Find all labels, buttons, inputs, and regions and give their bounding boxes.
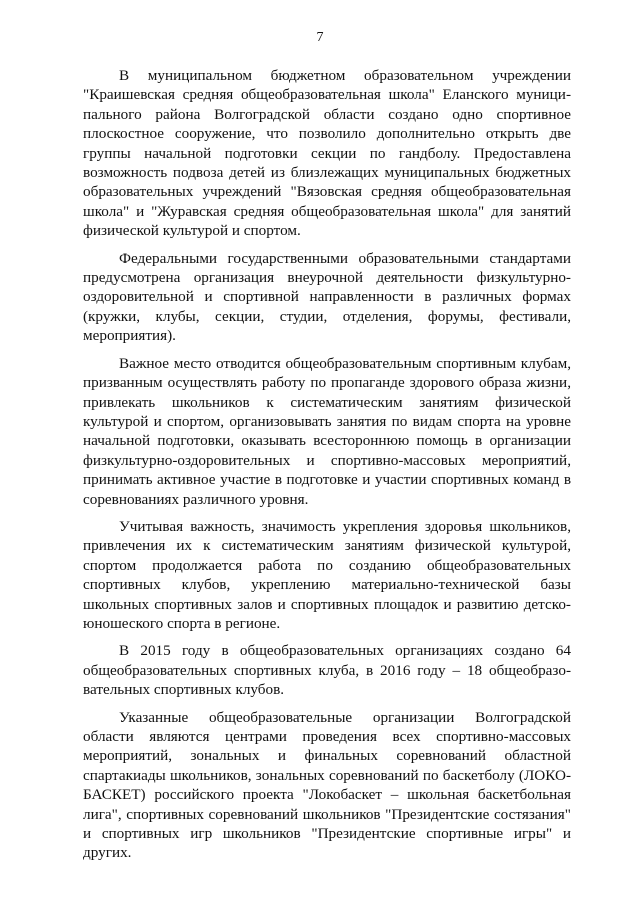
page-number: 7 [316,30,324,45]
body-text [83,66,571,871]
paragraph-4: Учитывая важность, значимость укрепления здоровья школьников, привлечения их к систематическим занятиям физической культурой, спортом продолжается работа по созданию общеобразовательных спортивных клубов, укреплению материально-технической базы школьных спортивных залов и спортивных площадок и развитию детско-юношеского спорта в регионе. [83,517,571,632]
paragraph-6: Указанные общеобразовательные организации Волгоградской области являются центрами проведения всех спортивно-массовых мероприятий, зональных и финальных соревнований областной спартакиады школьников, зональных соревнований по баскетболу (ЛОКО-БАСКЕТ) российского проекта "Локобаскет – школьная баскетбольная лига", спортивных соревнований школьников "Президентские состязания" и спортивных игр школьников "Президентские спортивные игры" и других. [83,708,571,862]
paragraph-3: Важное место отводится общеобразовательным спортивным клубам, призванным осуществлять работу по пропаганде здорового образа жизни, привлекать школьников к систематическим занятиям физической культурой и спортом, организовывать занятия по видам спорта на уровне начальной подготовки, оказывать всестороннюю помощь в организации физкультурно-оздоровительных и спортивно-массовых мероприятий, принимать активное участие в подготовке и участии спортивных команд в соревнованиях различного уровня. [83,354,571,508]
paragraph-1: В муниципальном бюджетном образовательном учреждении "Краишевская средняя общеобразовательная школа" Еланского муниципального района Волгоградской области создано одно спортивное плоскостное сооружение, что позволило дополнительно открыть две группы начальной подготовки секции по гандболу. Предоставлена возможность подвоза детей из близлежащих муниципальных бюджетных образовательных учреждений "Вязовская средняя общеобразовательная школа" и "Журавская средняя общеобразовательная школа" для занятий физической культурой и спортом. [83,67,571,240]
paragraph-2: Федеральными государственными образовательными стандартами предусмотрена организация внеурочной деятельности физкультурно-оздоровительной и спортивной направленности в различных формах (кружки, клубы, секции, студии, отделения, форумы, фестивали, мероприятия). [83,249,571,345]
paragraph-5: В 2015 году в общеобразовательных организациях создано 64 общеобразовательных спортивных клуба, в 2016 году – 18 общеобразовательных спортивных клубов. [83,642,571,699]
